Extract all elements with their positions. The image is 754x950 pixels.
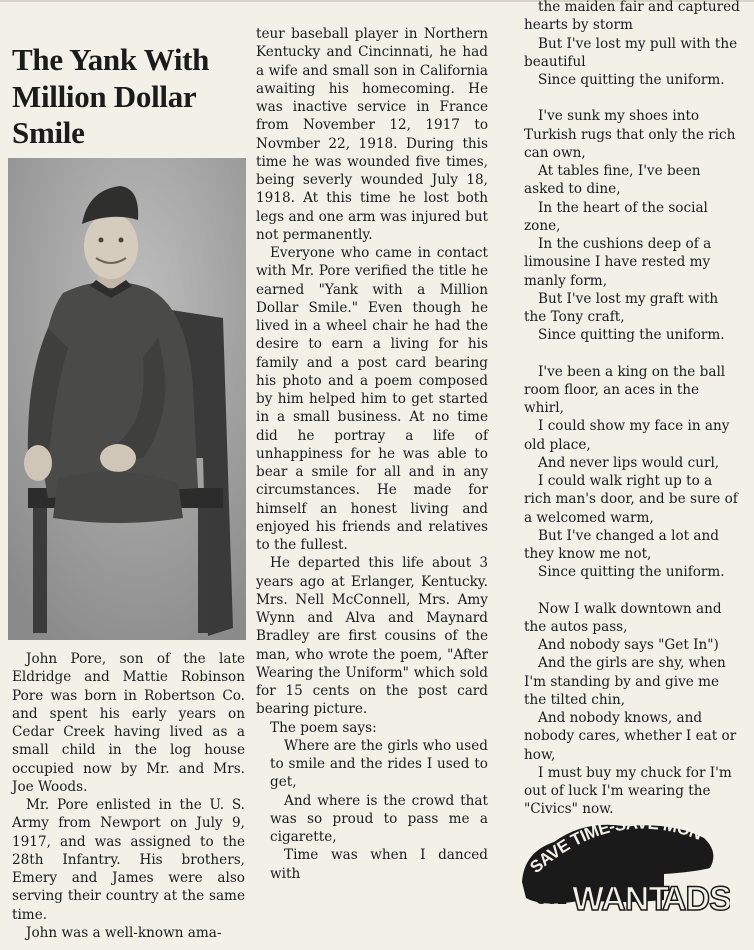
paragraph-4: teur baseball player in Northern Kentucky and Cincinnati, he had a wife and small son in California awaiting his homecoming. He was inactive service in France from November 12, 1917 to Novmber 22, 1918. During this time he was wounded five times, being severly wounded July 18, 1918. At this time he lost both legs and one arm was injured but not permanently. (256, 26, 488, 243)
poem-line: I must buy my chuck for I'm out of luck I'm wearing the "Civics" now. (524, 764, 732, 818)
poem-line: But I've changed a lot and they know me not, (524, 527, 719, 562)
article-column-1 (12, 650, 245, 942)
ad-ads-text: ADS (662, 880, 730, 918)
ad-use-text: USE (536, 891, 567, 908)
headline-line-1: The Yank With (12, 42, 210, 77)
poem-line: I could walk right up to a rich man's door, and be sure of a welcomed warm, (524, 473, 738, 526)
poem-line: And where is the crowd that was so proud to pass me a cigarette, (270, 792, 488, 845)
soldier-portrait-illustration (8, 158, 246, 640)
poem-line: But I've lost my graft with the Tony craft, (524, 290, 719, 325)
ad-want-text: WANT (572, 880, 669, 918)
article-column-3 (510, 0, 742, 837)
poem-intro: The poem says: (270, 719, 377, 736)
paragraph-5: Everyone who came in contact with Mr. Pore verified the title he earned "Yank with a Million Dollar Smile." Even though he lived in a wheel chair he had the desire to earn a living for his family and a post card bearing his photo and a poem composed by him helped him to get started in a small business. At no time did he portray a life of unhappiness for he was able to bear a smile for all and in any circumstances. He made for himself an honest living and enjoyed his friends and relatives to the fullest. (256, 245, 488, 553)
poem-line: Time was when I danced with (270, 847, 488, 882)
poem-line: the maiden fair and captured hearts by storm (524, 0, 740, 34)
ad-slogan: SAVE TIME-SAVE MON (526, 813, 705, 877)
poem-stanza-3 (510, 363, 742, 582)
poem-line: At tables fine, I've been asked to dine, (524, 163, 701, 198)
paragraph-3: John was a well-known ama- (26, 924, 222, 941)
poem-line: I've been a king on the ball room floor, an aces in the whirl, (524, 363, 726, 416)
headline-line-2: Million Dollar (12, 78, 197, 114)
want-ads-advertisement (514, 812, 730, 930)
paragraph-1: John Pore, son of the late Eldridge and Mattie Robinson Pore was born in Robertson Co. and spent his early years on Cedar Creek having lived as a small child in the log house occupied now by Mr. and Mrs. Joe Woods. (12, 651, 245, 795)
paragraph-2: Mr. Pore enlisted in the U. S. Army from Newport on July 9, 1917, and was assigned to the 28th Infantry. His brothers, Emery and James were also serving their country at the same time. (12, 797, 245, 923)
poem-line: And the girls are shy, when I'm standing by and give me the tilted chin, (524, 655, 726, 708)
poem-line: I could show my face in any old place, (524, 418, 730, 453)
poem-line: Where are the girls who used to smile and the rides I used to get, (270, 737, 488, 791)
poem-line: Now I walk downtown and the autos pass, (524, 600, 722, 635)
portrait-photo (8, 158, 246, 640)
poem-line: But I've lost my pull with the beautiful (524, 35, 738, 70)
poem-line: And nobody knows, and nobody cares, whether I eat or how, (524, 710, 737, 763)
poem-line: Since quitting the uniform. (538, 564, 725, 581)
poem-stanza-1-start (256, 737, 488, 883)
poem-line: Since quitting the uniform. (538, 327, 725, 344)
want-ads-logo (514, 812, 730, 930)
headline-line-3: Smile (12, 115, 85, 151)
poem-line: I've sunk my shoes into Turkish rugs that only the rich can own, (524, 108, 736, 161)
poem-line: And nobody says "Get In") (538, 637, 719, 653)
paragraph-6: He departed this life about 3 years ago at Erlanger, Kentucky. Mrs. Nell McConnell, Mrs. Amy Wynn and Alva and Maynard Bradley are first cousins of the man, who wrote the poem, "After Wearing the Uniform" which sold for 15 cents on the post card bearing picture. (256, 555, 488, 718)
poem-line: In the heart of the social zone, (524, 199, 708, 234)
article-column-2 (256, 25, 488, 883)
poem-stanza-4 (510, 600, 742, 819)
poem-line: Since quitting the uniform. (538, 72, 725, 88)
poem-stanza-1-end (510, 0, 742, 89)
poem-line: And never lips would curl, (538, 454, 720, 471)
poem-stanza-2 (510, 107, 742, 344)
poem-line: In the cushions deep of a limousine I have rested my manly form, (524, 236, 712, 289)
article-headline (12, 42, 242, 152)
